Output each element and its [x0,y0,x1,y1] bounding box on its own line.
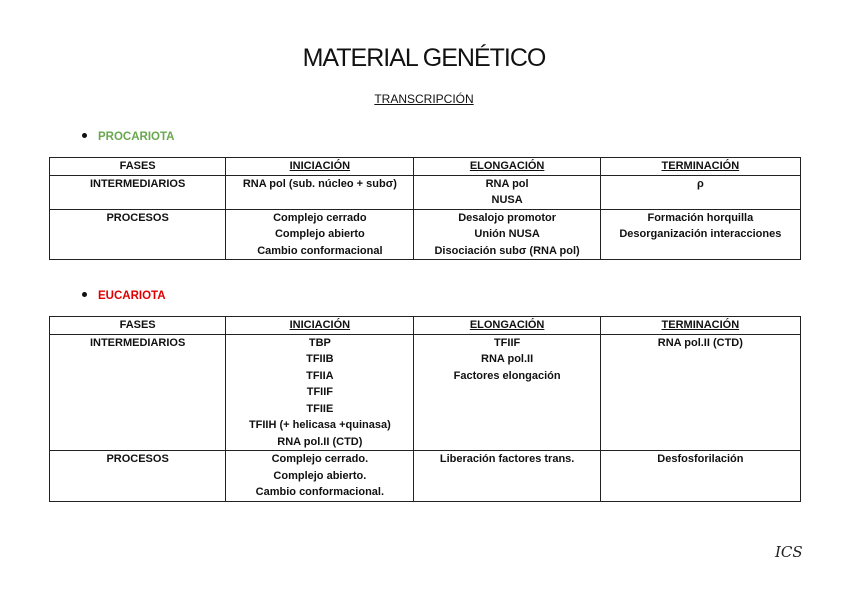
cell-terminacion [600,334,800,451]
cell-line: Factores elongación [453,369,561,382]
bullet-icon [82,292,87,297]
cell-line: RNA pol (sub. núcleo + subσ) [242,177,397,190]
cell-line: RNA pol [485,177,529,190]
cell-elongacion [414,209,600,260]
cell-line: TFIIA [306,369,334,382]
section-eucariota-label: EUCARIOTA [98,290,166,302]
cell-line: RNA pol.II [481,353,534,365]
cell-line: TFIIH (+ helicasa +quinasa) [248,419,391,431]
section-eucariota [82,290,166,302]
cell-line: TFIIF [306,386,333,398]
bullet-icon [82,133,87,138]
cell-iniciacion [226,451,414,502]
page-subtitle: TRANSCRIPCIÓN [374,92,474,106]
author-signature: ICS [775,543,803,561]
cell-line: NUSA [491,194,523,206]
cell-elongacion [414,334,600,451]
table-header-row [50,317,801,335]
cell-line: Desorganización interacciones [619,228,782,240]
cell-line: Liberación factores trans. [439,453,575,465]
row-label: INTERMEDIARIOS [50,175,226,209]
cell-line: Desfosforilación [657,453,744,465]
page-title: MATERIAL GENÉTICO [302,44,546,72]
header-iniciacion: INICIACIÓN [226,317,414,335]
section-procariota-label: PROCARIOTA [98,131,175,143]
row-label: INTERMEDIARIOS [50,334,226,451]
cell-line: Cambio conformacional. [255,486,385,498]
table-header-row [50,158,801,176]
cell-line: Unión NUSA [474,228,540,240]
cell-iniciacion [226,175,414,209]
cell-terminacion [600,451,800,502]
header-iniciacion: INICIACIÓN [226,158,414,176]
cell-iniciacion [226,334,414,451]
header-elongacion: ELONGACIÓN [414,317,600,335]
header-fases: FASES [50,158,226,176]
cell-line: Complejo cerrado. [271,453,369,465]
cell-line: Formación horquilla [647,211,754,224]
table-row [50,334,801,451]
header-terminacion: TERMINACIÓN [600,158,800,176]
section-procariota [82,131,174,143]
table-row [50,451,801,502]
header-fases: FASES [50,317,226,335]
cell-line: TFIIF [493,336,521,349]
cell-line: TFIIE [306,402,334,415]
cell-iniciacion [226,209,414,260]
cell-line: Disociación subσ (RNA pol) [434,244,580,257]
table-row [50,175,801,209]
cell-line: TFIIB [306,353,334,365]
cell-elongacion [414,175,600,209]
cell-terminacion [600,175,800,209]
row-label: PROCESOS [50,209,226,260]
cell-line: ρ [696,177,704,190]
cell-line: Complejo cerrado [273,211,367,224]
row-label: PROCESOS [50,451,226,502]
cell-line: Complejo abierto. [273,469,367,482]
cell-elongacion [414,451,600,502]
cell-line: RNA pol.II (CTD) [657,336,743,349]
eucariota-table [49,316,801,502]
table-row [50,209,801,260]
cell-line: RNA pol.II (CTD) [277,435,363,448]
cell-line: TBP [308,336,331,349]
cell-line: Cambio conformacional [257,244,383,257]
header-terminacion: TERMINACIÓN [600,317,800,335]
cell-terminacion [600,209,800,260]
procariota-table [49,157,801,260]
header-elongacion: ELONGACIÓN [414,158,600,176]
cell-line: Complejo abierto [274,228,365,240]
cell-line: Desalojo promotor [458,211,556,224]
